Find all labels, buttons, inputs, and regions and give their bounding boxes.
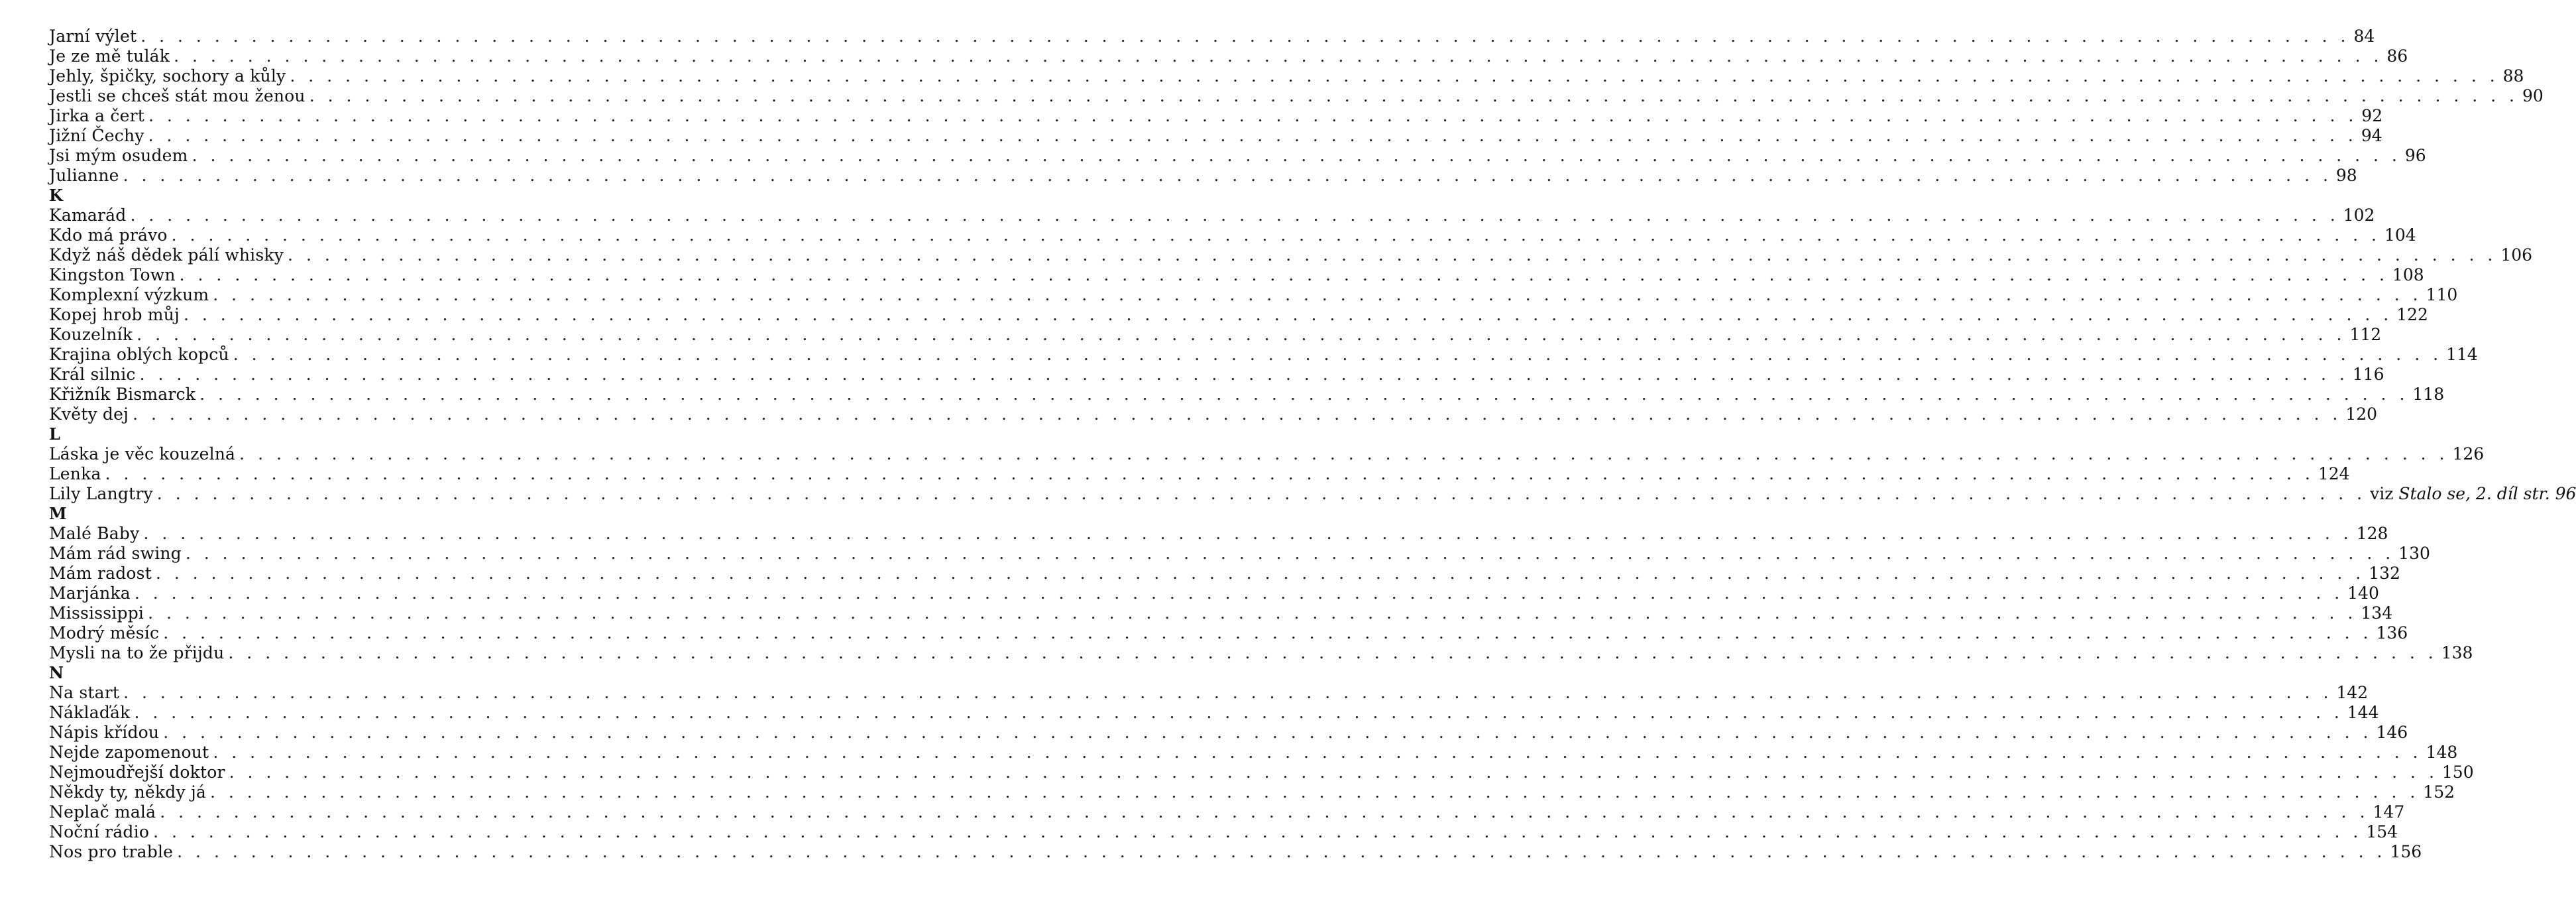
index-entry	[49, 86, 2544, 106]
index-entry	[49, 166, 2357, 186]
dot-leader: . . . . . . . . . . . . . . . . . . . . . . . . . . . . . . . . . . . . . . . . . . . . . . . . . . . . . . . . . . . . . . . . . . . . . . . . . . . . . . . . . . . . . . . . . . . . . . . . . . . . . . . . . . . . . . . . . . . . . . . .	[143, 524, 2353, 543]
entry-page-number: 152	[2423, 782, 2455, 802]
entry-page-number: 88	[2502, 66, 2524, 86]
entry-page-number: 84	[2353, 27, 2375, 46]
entry-title: Mysli na to že přijdu	[49, 643, 225, 662]
index-entry	[49, 623, 2408, 643]
dot-leader: . . . . . . . . . . . . . . . . . . . . . . . . . . . . . . . . . . . . . . . . . . . . . . . . . . . . . . . . . . . . . . . . . . . . . . . . . . . . . . . . . . . . . . . . . . . . . . . . . . . . . . . . . . . . . . . . . . . . . . . .	[123, 166, 2332, 185]
entry-title: Květy dej	[49, 404, 129, 424]
dot-leader: . . . . . . . . . . . . . . . . . . . . . . . . . . . . . . . . . . . . . . . . . . . . . . . . . . . . . . . . . . . . . . . . . . . . . . . . . . . . . . . . . . . . . . . . . . . . . . . . . . . . . . . . . . . . . . . . . . . . . . . .	[148, 106, 2358, 125]
index-entry	[49, 763, 2474, 782]
entry-title: Mississippi	[49, 603, 144, 623]
index-entry	[49, 46, 2408, 66]
entry-title: Na start	[49, 683, 120, 702]
cross-reference-prefix: viz	[2370, 484, 2399, 503]
entry-title: Láska je věc kouzelná	[49, 444, 236, 463]
index-entry	[49, 27, 2375, 46]
index-entry	[49, 404, 2378, 424]
dot-leader: . . . . . . . . . . . . . . . . . . . . . . . . . . . . . . . . . . . . . . . . . . . . . . . . . . . . . . . . . . . . . . . . . . . . . . . . . . . . . . . . . . . . . . . . . . . . . . . . . . . . . . . . . . . . . . . . . . . . . . . .	[288, 245, 2497, 265]
entry-page-number: 142	[2336, 683, 2369, 702]
entry-title: Jestli se chceš stát mou ženou	[49, 86, 306, 105]
entry-page-number: 128	[2356, 524, 2388, 543]
section-letter-m: M	[49, 504, 67, 523]
dot-leader: . . . . . . . . . . . . . . . . . . . . . . . . . . . . . . . . . . . . . . . . . . . . . . . . . . . . . . . . . . . . . . . . . . . . . . . . . . . . . . . . . . . . . . . . . . . . . . . . . . . . . . . . . . . . . . . . . . . . . . . .	[140, 27, 2350, 46]
index-entry	[49, 703, 2379, 723]
index-entry	[49, 106, 2383, 126]
index-entry	[49, 305, 2428, 325]
dot-leader: . . . . . . . . . . . . . . . . . . . . . . . . . . . . . . . . . . . . . . . . . . . . . . . . . . . . . . . . . . . . . . . . . . . . . . . . . . . . . . . . . . . . . . . . . . . . . . . . . . . . . . . . . . . . . . . . . . . . . . . .	[137, 325, 2346, 344]
entry-page-number: 118	[2412, 385, 2445, 404]
index-entry	[49, 524, 2388, 544]
entry-page-number: 108	[2392, 265, 2424, 284]
entry-title: Náklaďák	[49, 703, 131, 722]
dot-leader: . . . . . . . . . . . . . . . . . . . . . . . . . . . . . . . . . . . . . . . . . . . . . . . . . . . . . . . . . . . . . . . . . . . . . . . . . . . . . . . . . . . . . . . . . . . . . . . . . . . . . . . . . . . . . . . . . . . . . . . .	[148, 603, 2357, 623]
dot-leader: . . . . . . . . . . . . . . . . . . . . . . . . . . . . . . . . . . . . . . . . . . . . . . . . . . . . . . . . . . . . . . . . . . . . . . . . . . . . . . . . . . . . . . . . . . . . . . . . . . . . . . . . . . . . . . . . . . . . . . . .	[123, 683, 2333, 702]
index-entry	[49, 802, 2405, 822]
entry-page-number: 102	[2343, 206, 2375, 225]
entry-title: Mám rád swing	[49, 544, 182, 563]
index-entry	[49, 385, 2445, 404]
section-letter-n: N	[49, 663, 64, 682]
entry-title: Kopej hrob můj	[49, 305, 180, 324]
entry-title: Kamarád	[49, 206, 127, 225]
entry-title: Neplač malá	[49, 802, 156, 822]
entry-title: Krajina oblých kopců	[49, 345, 229, 364]
entry-title: Jehly, špičky, sochory a kůly	[49, 66, 286, 86]
index-entry	[49, 265, 2424, 285]
entry-title: Jižní Čechy	[49, 126, 144, 145]
dot-leader: . . . . . . . . . . . . . . . . . . . . . . . . . . . . . . . . . . . . . . . . . . . . . . . . . . . . . . . . . . . . . . . . . . . . . . . . . . . . . . . . . . . . . . . . . . . . . . . . . . . . . . . . . . . . . . . . . . . . . . . .	[183, 305, 2393, 324]
dot-leader: . . . . . . . . . . . . . . . . . . . . . . . . . . . . . . . . . . . . . . . . . . . . . . . . . . . . . . . . . . . . . . . . . . . . . . . . . . . . . . . . . . . . . . . . . . . . . . . . . . . . . . . . . . . . . . . . . . . . . . . .	[185, 544, 2395, 563]
dot-leader: . . . . . . . . . . . . . . . . . . . . . . . . . . . . . . . . . . . . . . . . . . . . . . . . . . . . . . . . . . . . . . . . . . . . . . . . . . . . . . . . . . . . . . . . . . . . . . . . . . . . . . . . . . . . . . . . . . . . . . . .	[134, 703, 2343, 722]
entry-title: Jirka a čert	[49, 106, 145, 125]
index-entry	[49, 743, 2458, 763]
entry-page-number: 92	[2361, 106, 2383, 125]
entry-page-number: 156	[2390, 842, 2422, 861]
dot-leader: . . . . . . . . . . . . . . . . . . . . . . . . . . . . . . . . . . . . . . . . . . . . . . . . . . . . . . . . . . . . . . . . . . . . . . . . . . . . . . . . . . . . . . . . . . . . . . . . . . . . . . . . . . . . . . . . . . . . . . . .	[309, 86, 2518, 105]
index-entry	[49, 225, 2416, 245]
song-index	[49, 27, 2576, 862]
entry-title: Julianne	[49, 166, 119, 185]
entry-page-number: 98	[2335, 166, 2357, 185]
entry-title: Komplexní výzkum	[49, 285, 209, 304]
index-entry	[49, 444, 2485, 464]
entry-page-number: 126	[2452, 444, 2485, 463]
dot-leader: . . . . . . . . . . . . . . . . . . . . . . . . . . . . . . . . . . . . . . . . . . . . . . . . . . . . . . . . . . . . . . . . . . . . . . . . . . . . . . . . . . . . . . . . . . . . . . . . . . . . . . . . . . . . . . . . . . . . . . . .	[229, 763, 2438, 782]
entry-page-number: 86	[2386, 46, 2408, 66]
entry-page-number: 90	[2522, 86, 2544, 105]
index-entry	[49, 126, 2382, 146]
entry-page-number: 146	[2376, 723, 2408, 742]
entry-page-number: 136	[2376, 623, 2408, 643]
section-letter-k: K	[49, 186, 63, 205]
entry-title: Marjánka	[49, 583, 131, 603]
entry-page-number: 132	[2369, 564, 2400, 583]
entry-title: Lenka	[49, 464, 101, 483]
dot-leader: . . . . . . . . . . . . . . . . . . . . . . . . . . . . . . . . . . . . . . . . . . . . . . . . . . . . . . . . . . . . . . . . . . . . . . . . . . . . . . . . . . . . . . . . . . . . . . . . . . . . . . . . . . . . . . . . . . . . . . . .	[130, 206, 2339, 225]
entry-page-number: 134	[2361, 603, 2393, 623]
dot-leader: . . . . . . . . . . . . . . . . . . . . . . . . . . . . . . . . . . . . . . . . . . . . . . . . . . . . . . . . . . . . . . . . . . . . . . . . . . . . . . . . . . . . . . . . . . . . . . . . . . . . . . . . . . . . . . . . . . . . . . . .	[174, 46, 2383, 66]
index-entry	[49, 325, 2382, 345]
entry-page-number: 120	[2345, 404, 2378, 424]
dot-leader: . . . . . . . . . . . . . . . . . . . . . . . . . . . . . . . . . . . . . . . . . . . . . . . . . . . . . . . . . . . . . . . . . . . . . . . . . . . . . . . . . . . . . . . . . . . . . . . . . . . . . . . . . . . . . . . . . . . . . . . .	[192, 146, 2401, 165]
cross-reference: Stalo se, 2. díl str. 96	[2398, 484, 2576, 503]
index-entry	[49, 285, 2458, 305]
entry-title: Nos pro trable	[49, 842, 174, 861]
index-entry	[49, 245, 2533, 265]
entry-page-number: 150	[2441, 763, 2474, 782]
dot-leader: . . . . . . . . . . . . . . . . . . . . . . . . . . . . . . . . . . . . . . . . . . . . . . . . . . . . . . . . . . . . . . . . . . . . . . . . . . . . . . . . . . . . . . . . . . . . . . . . . . . . . . . . . . . . . . . . . . . . . . . .	[163, 623, 2373, 643]
entry-page-number	[2370, 484, 2576, 504]
index-entry	[49, 583, 2379, 603]
entry-title: Kdo má právo	[49, 225, 168, 245]
dot-leader: . . . . . . . . . . . . . . . . . . . . . . . . . . . . . . . . . . . . . . . . . . . . . . . . . . . . . . . . . . . . . . . . . . . . . . . . . . . . . . . . . . . . . . . . . . . . . . . . . . . . . . . . . . . . . . . . . . . . . . . .	[199, 385, 2409, 404]
index-entry	[49, 345, 2478, 365]
entry-title: Modrý měsíc	[49, 623, 160, 643]
index-entry	[49, 464, 2350, 484]
entry-page-number: 96	[2404, 146, 2426, 165]
index-entry	[49, 842, 2422, 862]
dot-leader: . . . . . . . . . . . . . . . . . . . . . . . . . . . . . . . . . . . . . . . . . . . . . . . . . . . . . . . . . . . . . . . . . . . . . . . . . . . . . . . . . . . . . . . . . . . . . . . . . . . . . . . . . . . . . . . . . . . . . . . .	[133, 404, 2342, 424]
index-entry	[49, 643, 2473, 663]
entry-title: Mám radost	[49, 564, 152, 583]
entry-title: Král silnic	[49, 365, 136, 384]
entry-title: Noční rádio	[49, 822, 150, 841]
entry-page-number: 154	[2366, 822, 2398, 841]
entry-page-number: 144	[2347, 703, 2379, 722]
dot-leader: . . . . . . . . . . . . . . . . . . . . . . . . . . . . . . . . . . . . . . . . . . . . . . . . . . . . . . . . . . . . . . . . . . . . . . . . . . . . . . . . . . . . . . . . . . . . . . . . . . . . . . . . . . . . . . . . . . . . . . . .	[210, 782, 2420, 802]
entry-title: Je ze mě tulák	[49, 46, 170, 66]
section-letter-l: L	[49, 424, 60, 444]
index-entry	[49, 146, 2426, 166]
index-entry	[49, 603, 2393, 623]
dot-leader: . . . . . . . . . . . . . . . . . . . . . . . . . . . . . . . . . . . . . . . . . . . . . . . . . . . . . . . . . . . . . . . . . . . . . . . . . . . . . . . . . . . . . . . . . . . . . . . . . . . . . . . . . . . . . . . . . . . . . . . .	[155, 564, 2365, 583]
dot-leader: . . . . . . . . . . . . . . . . . . . . . . . . . . . . . . . . . . . . . . . . . . . . . . . . . . . . . . . . . . . . . . . . . . . . . . . . . . . . . . . . . . . . . . . . . . . . . . . . . . . . . . . . . . . . . . . . . . . . . . . .	[177, 842, 2386, 861]
index-entry	[49, 544, 2430, 564]
index-entry	[49, 66, 2524, 86]
dot-leader: . . . . . . . . . . . . . . . . . . . . . . . . . . . . . . . . . . . . . . . . . . . . . . . . . . . . . . . . . . . . . . . . . . . . . . . . . . . . . . . . . . . . . . . . . . . . . . . . . . . . . . . . . . . . . . . . . . . . . . . .	[213, 285, 2422, 304]
dot-leader: . . . . . . . . . . . . . . . . . . . . . . . . . . . . . . . . . . . . . . . . . . . . . . . . . . . . . . . . . . . . . . . . . . . . . . . . . . . . . . . . . . . . . . . . . . . . . . . . . . . . . . . . . . . . . . . . . . . . . . . .	[179, 265, 2388, 284]
entry-title: Když náš dědek pálí whisky	[49, 245, 284, 265]
index-entry	[49, 365, 2384, 385]
entry-title: Jarní výlet	[49, 27, 137, 46]
index-entry	[49, 683, 2369, 703]
index-entry	[49, 206, 2375, 225]
entry-page-number: 122	[2396, 305, 2428, 324]
entry-page-number: 138	[2441, 643, 2473, 662]
entry-page-number: 110	[2426, 285, 2458, 304]
entry-page-number: 130	[2398, 544, 2430, 563]
entry-page-number: 116	[2352, 365, 2384, 384]
entry-page-number: 124	[2318, 464, 2350, 483]
dot-leader: . . . . . . . . . . . . . . . . . . . . . . . . . . . . . . . . . . . . . . . . . . . . . . . . . . . . . . . . . . . . . . . . . . . . . . . . . . . . . . . . . . . . . . . . . . . . . . . . . . . . . . . . . . . . . . . . . . . . . . . .	[156, 484, 2367, 503]
entry-title: Někdy ty, někdy já	[49, 782, 207, 802]
entry-title: Kouzelník	[49, 325, 133, 344]
dot-leader: . . . . . . . . . . . . . . . . . . . . . . . . . . . . . . . . . . . . . . . . . . . . . . . . . . . . . . . . . . . . . . . . . . . . . . . . . . . . . . . . . . . . . . . . . . . . . . . . . . . . . . . . . . . . . . . . . . . . . . . .	[139, 365, 2349, 384]
entry-page-number: 106	[2500, 245, 2533, 265]
entry-title: Nejmoudřejší doktor	[49, 763, 225, 782]
dot-leader: . . . . . . . . . . . . . . . . . . . . . . . . . . . . . . . . . . . . . . . . . . . . . . . . . . . . . . . . . . . . . . . . . . . . . . . . . . . . . . . . . . . . . . . . . . . . . . . . . . . . . . . . . . . . . . . . . . . . . . . .	[105, 464, 2314, 483]
entry-title: Jsi mým osudem	[49, 146, 188, 165]
entry-title: Nápis křídou	[49, 723, 160, 742]
dot-leader: . . . . . . . . . . . . . . . . . . . . . . . . . . . . . . . . . . . . . . . . . . . . . . . . . . . . . . . . . . . . . . . . . . . . . . . . . . . . . . . . . . . . . . . . . . . . . . . . . . . . . . . . . . . . . . . . . . . . . . . .	[134, 583, 2344, 603]
entry-page-number: 112	[2349, 325, 2382, 344]
entry-page-number: 94	[2361, 126, 2382, 145]
entry-title: Křižník Bismarck	[49, 385, 196, 404]
entry-title: Kingston Town	[49, 265, 176, 284]
dot-leader: . . . . . . . . . . . . . . . . . . . . . . . . . . . . . . . . . . . . . . . . . . . . . . . . . . . . . . . . . . . . . . . . . . . . . . . . . . . . . . . . . . . . . . . . . . . . . . . . . . . . . . . . . . . . . . . . . . . . . . . .	[160, 802, 2369, 822]
entry-page-number: 140	[2347, 583, 2379, 603]
dot-leader: . . . . . . . . . . . . . . . . . . . . . . . . . . . . . . . . . . . . . . . . . . . . . . . . . . . . . . . . . . . . . . . . . . . . . . . . . . . . . . . . . . . . . . . . . . . . . . . . . . . . . . . . . . . . . . . . . . . . . . . .	[148, 126, 2357, 145]
dot-leader: . . . . . . . . . . . . . . . . . . . . . . . . . . . . . . . . . . . . . . . . . . . . . . . . . . . . . . . . . . . . . . . . . . . . . . . . . . . . . . . . . . . . . . . . . . . . . . . . . . . . . . . . . . . . . . . . . . . . . . . .	[239, 444, 2449, 463]
entry-page-number: 147	[2373, 802, 2405, 822]
entry-page-number: 148	[2426, 743, 2458, 762]
dot-leader: . . . . . . . . . . . . . . . . . . . . . . . . . . . . . . . . . . . . . . . . . . . . . . . . . . . . . . . . . . . . . . . . . . . . . . . . . . . . . . . . . . . . . . . . . . . . . . . . . . . . . . . . . . . . . . . . . . . . . . . .	[213, 743, 2422, 762]
dot-leader: . . . . . . . . . . . . . . . . . . . . . . . . . . . . . . . . . . . . . . . . . . . . . . . . . . . . . . . . . . . . . . . . . . . . . . . . . . . . . . . . . . . . . . . . . . . . . . . . . . . . . . . . . . . . . . . . . . . . . . . .	[290, 66, 2499, 86]
dot-leader: . . . . . . . . . . . . . . . . . . . . . . . . . . . . . . . . . . . . . . . . . . . . . . . . . . . . . . . . . . . . . . . . . . . . . . . . . . . . . . . . . . . . . . . . . . . . . . . . . . . . . . . . . . . . . . . . . . . . . . . .	[228, 643, 2437, 662]
dot-leader: . . . . . . . . . . . . . . . . . . . . . . . . . . . . . . . . . . . . . . . . . . . . . . . . . . . . . . . . . . . . . . . . . . . . . . . . . . . . . . . . . . . . . . . . . . . . . . . . . . . . . . . . . . . . . . . . . . . . . . . .	[163, 723, 2373, 742]
index-entry	[49, 782, 2455, 802]
dot-leader: . . . . . . . . . . . . . . . . . . . . . . . . . . . . . . . . . . . . . . . . . . . . . . . . . . . . . . . . . . . . . . . . . . . . . . . . . . . . . . . . . . . . . . . . . . . . . . . . . . . . . . . . . . . . . . . . . . . . . . . .	[233, 345, 2443, 364]
dot-leader: . . . . . . . . . . . . . . . . . . . . . . . . . . . . . . . . . . . . . . . . . . . . . . . . . . . . . . . . . . . . . . . . . . . . . . . . . . . . . . . . . . . . . . . . . . . . . . . . . . . . . . . . . . . . . . . . . . . . . . . .	[171, 225, 2380, 245]
entry-title: Nejde zapomenout	[49, 743, 209, 762]
dot-leader: . . . . . . . . . . . . . . . . . . . . . . . . . . . . . . . . . . . . . . . . . . . . . . . . . . . . . . . . . . . . . . . . . . . . . . . . . . . . . . . . . . . . . . . . . . . . . . . . . . . . . . . . . . . . . . . . . . . . . . . .	[153, 822, 2363, 841]
index-entry	[49, 484, 2576, 504]
entry-page-number: 114	[2446, 345, 2478, 364]
index-entry	[49, 564, 2400, 583]
entry-title: Malé Baby	[49, 524, 140, 543]
entry-title: Lily Langtry	[49, 484, 153, 503]
entry-page-number: 104	[2384, 225, 2416, 245]
index-entry	[49, 822, 2398, 842]
index-entry	[49, 723, 2408, 743]
